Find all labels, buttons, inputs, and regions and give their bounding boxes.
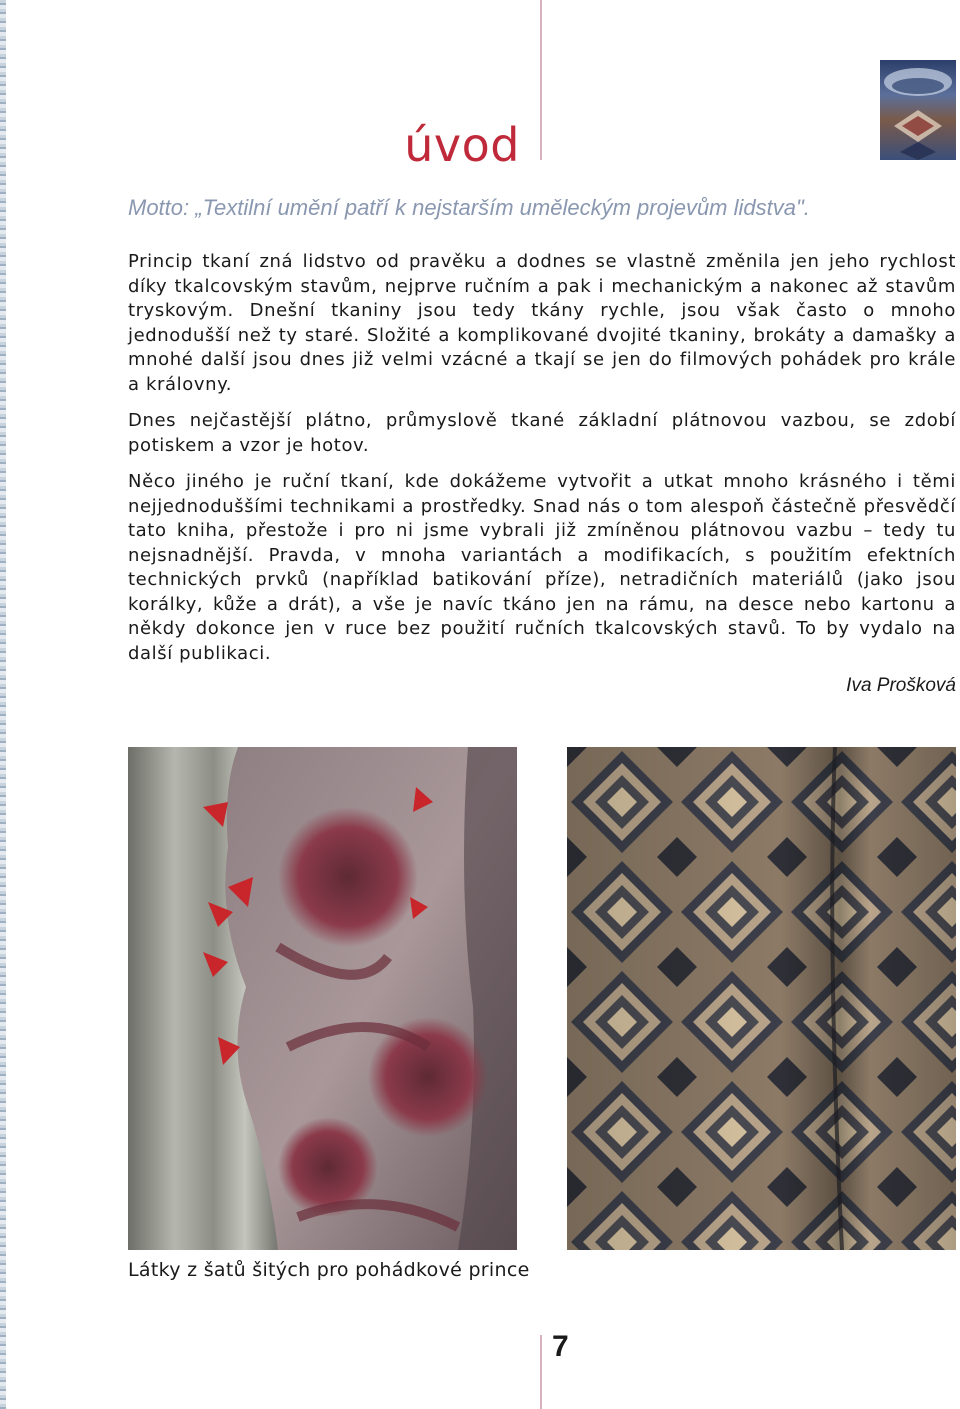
author-signature: Iva Prošková <box>846 675 956 696</box>
photo-fabric-geometric <box>567 747 956 1250</box>
paragraph: Dnes nejčastější plátno, průmyslově tkané základní plátnovou vazbou, se zdobí potiskem a vzor je hotov. <box>128 410 956 456</box>
motto: Motto: „Textilní umění patří k nejstarším uměleckým projevům lidstva". <box>128 195 810 220</box>
photo-caption: Látky z šatů šitých pro pohádkové prince <box>128 1259 530 1281</box>
paragraph: Princip tkaní zná lidstvo od pravěku a dodnes se vlastně změnila jen jeho rychlost díky tkalcovským stavům, nejprve ručním a pak i mechanickým a nakonec až stavům tryskovým. Dnešní tkaniny jsou tedy tkány rychle, jsou však často o mnoho jednodušší než ty staré. Složité a komplikované dvojité tkaniny, brokáty a damašky a mnohé další jsou dnes již velmi vzácné a tkají se jen do filmových pohádek pro krále a královny. <box>128 251 956 395</box>
bottom-vertical-rule <box>540 1335 542 1409</box>
chapter-title: úvod <box>404 118 520 172</box>
paragraph: Něco jiného je ruční tkaní, kde dokážeme vytvořit a utkat mnoho krásného i těmi nejjednoduššími technikami a prostředky. Snad nás o tom alespoň částečně přesvědčí tato kniha, přestože i pro ni jsme vybrali již zmíněnou plátnovou vazbu – tedy tu nejsnadnější. Pravda, v mnoha variantách a modifikacích, s použitím efektních technických prvků (například batikování příze), netradičních materiálů (jako jsou korálky, kůže a drát), a vše je navíc tkáno jen na rámu, na desce nebo kartonu a někdy dokonce jen v ruce bez použití ručních tkalcovských stavů. To by vydalo na další publikaci. <box>128 471 956 664</box>
body-text <box>128 250 956 678</box>
photo-fabric-floral <box>128 747 517 1250</box>
corner-textile-thumbnail <box>880 60 956 160</box>
page-number: 7 <box>552 1330 569 1363</box>
page-edge-strip <box>0 0 6 1409</box>
top-vertical-rule <box>540 0 542 160</box>
